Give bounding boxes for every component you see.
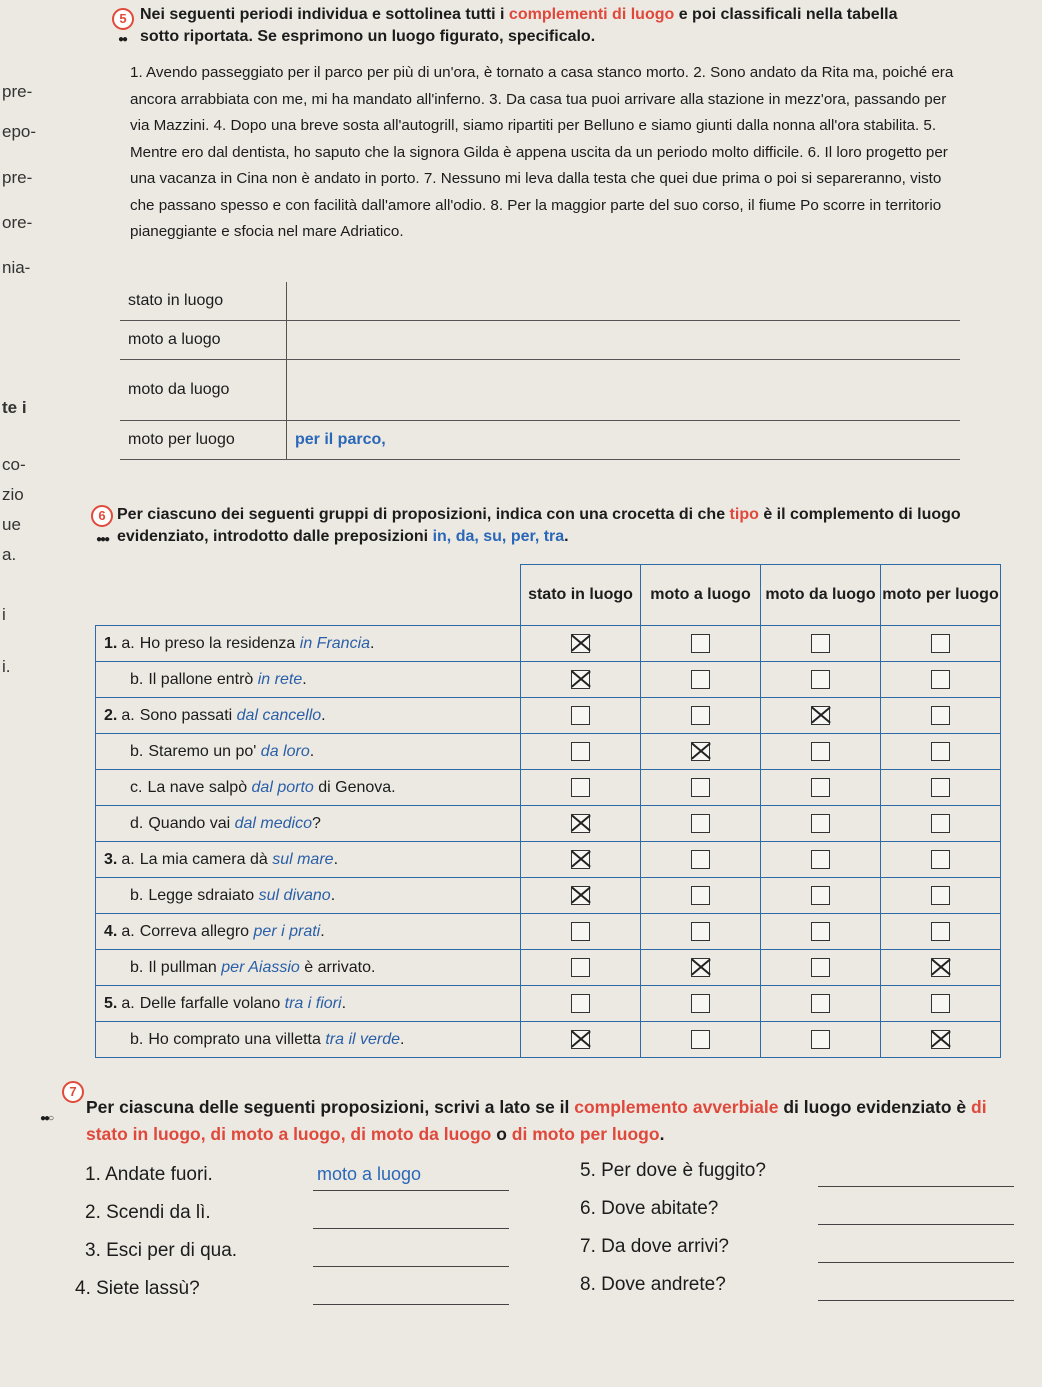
checkbox[interactable] [931,922,950,941]
sentence-cell: b. Ho comprato una villetta tra il verde. [96,1022,521,1058]
checkbox[interactable] [571,1030,590,1049]
checkbox[interactable] [691,886,710,905]
sentence-cell: b. Staremo un po' da loro. [96,734,521,770]
checkbox[interactable] [811,814,830,833]
checkbox-cell [761,950,881,986]
highlighted-complement: dal porto [251,778,314,796]
highlighted-complement: tra i fiori [284,994,342,1012]
checkbox[interactable] [691,922,710,941]
table-row [120,421,960,460]
column-header: moto a luogo [641,565,761,626]
checkbox-cell [641,626,761,662]
answer-line[interactable]: moto a luogo [313,1164,509,1191]
checkbox-cell [641,914,761,950]
checkbox-cell [521,914,641,950]
highlighted-complement: da loro [260,742,310,760]
table-row [96,698,1001,734]
exercise-6-grid [95,564,1001,1058]
highlighted-complement: dal cancello [236,706,322,724]
checkbox-cell [761,662,881,698]
checkbox-cell [521,662,641,698]
checkbox[interactable] [811,1030,830,1049]
checkbox-cell [641,878,761,914]
checkbox[interactable] [571,850,590,869]
checkbox-cell [761,806,881,842]
checkbox[interactable] [931,778,950,797]
checkbox[interactable] [931,1030,950,1049]
checkbox[interactable] [571,742,590,761]
checkbox-cell [881,842,1001,878]
checkbox[interactable] [811,886,830,905]
margin-fragment: pre- [2,168,33,187]
checkbox-cell [521,1022,641,1058]
exercise-6-number: 6 [91,505,113,527]
checkbox[interactable] [931,706,950,725]
answer-line[interactable] [818,1274,1014,1301]
margin-fragment: te i [2,398,27,417]
exercise-5-table [120,282,960,460]
highlighted-complement: per Aiassio [221,958,300,976]
table-row [96,914,1001,950]
checkbox[interactable] [691,778,710,797]
checkbox[interactable] [811,994,830,1013]
table-row [96,626,1001,662]
answer-line[interactable] [818,1236,1014,1263]
sentence-cell: d. Quando vai dal medico? [96,806,521,842]
highlighted-complement: in Francia [299,634,371,652]
checkbox[interactable] [931,886,950,905]
exercise-5-instruction: Nei seguenti periodi individua e sottolinea tutti i complementi di luogo e poi classificali nella tabella sotto riportata. Se esprimono un luogo figurato, specificalo. [140,6,898,45]
margin-fragment: ore- [2,213,33,232]
row-label: stato in luogo [120,282,287,321]
checkbox[interactable] [811,778,830,797]
table-row [96,662,1001,698]
answer-line[interactable] [818,1160,1014,1187]
sentence-cell: c. La nave salpò dal porto di Genova. [96,770,521,806]
margin-fragment: i. [2,657,11,676]
sentence-cell: b. Il pullman per Aiassio è arrivato. [96,950,521,986]
table-row [120,282,960,321]
checkbox[interactable] [571,706,590,725]
table-row [96,878,1001,914]
answer-line[interactable] [818,1198,1014,1225]
checkbox-cell [761,626,881,662]
answer-line[interactable] [313,1240,509,1267]
checkbox[interactable] [811,706,830,725]
table-row [120,321,960,360]
grid-header-row [96,565,1001,626]
answer-line[interactable] [313,1202,509,1229]
column-header: stato in luogo [521,565,641,626]
margin-fragment: epo- [2,122,37,141]
margin-fragment: pre- [2,82,33,101]
checkbox[interactable] [931,634,950,653]
checkbox-cell [641,806,761,842]
sentence-cell: 2. a. Sono passati dal cancello. [96,698,521,734]
difficulty-dots-icon: ●●○ [40,1113,53,1124]
checkbox[interactable] [691,634,710,653]
highlighted-complement: dal medico [234,814,312,832]
checkbox[interactable] [691,670,710,689]
highlighted-complement: sul divano [258,886,331,904]
sentence-cell: 1. a. Ho preso la residenza in Francia. [96,626,521,662]
table-row [96,770,1001,806]
checkbox[interactable] [691,814,710,833]
checkbox[interactable] [691,994,710,1013]
checkbox[interactable] [571,670,590,689]
row-label: moto per luogo [120,421,287,460]
checkbox-cell [881,770,1001,806]
checkbox-cell [521,770,641,806]
table-row [96,734,1001,770]
checkbox[interactable] [931,814,950,833]
checkbox[interactable] [811,850,830,869]
checkbox[interactable] [931,994,950,1013]
checkbox[interactable] [571,634,590,653]
textbook-page: pre- epo- pre- ore- nia- te i co- zio ue a. i i. 5 ●● Nei seguenti periodi individua e sottolinea tutti i complementi di luogo e poi classificali nella tabella sotto riportata. Se esprimono un luogo figurato, specificalo. 1. Avendo passeggiato per il parco per più di un'ora, è tornato a casa stanco morto. 2. Sono andato da Rita ma, poiché era ancora arrabbiata con me, mi ha mandato all'inferno. 3. Da casa tua puoi arrivare alla stazione in mezz'ora, passando per via Mazzini. 4. Dopo una breve sosta all'autogrill, siamo ripartiti per Belluno e siamo giunti dalla nonna all'ora stabilita. 5. Mentre ero dal dentista, ho saputo che la signora Gilda è appena uscita da un periodo molto difficile. 6. Il loro progetto per una vacanza in Cina non è andato in porto. 7. Nessuno mi leva dalla testa che quei due prima o poi si separeranno, visto che passano spesso e con facilità dall'amore all'odio. 8. Per la maggior parte del suo corso, il fiume Po scorre in territorio pianeggiante e sfocia nel mare Adriatico. stato in luogo moto a luogo moto da luogo moto per luogo per il parco, 6 ●●● Per ciascuno dei seguenti gruppi di proposizioni, indica con una crocetta di che tipo è il complemento di luogo evidenziato, introdotto dalle preposizioni in, da, su, per, tra. stato in luogo moto a luogo moto da luogo moto per luogo 1. a. Ho preso la residenza in Francia. b. Il pallone entrò in rete. 2. a. Sono passati dal cancello. b. Staremo un po' da loro. c. La nave salpò dal porto di Genova. d. Quando vai dal medico? 3. a. La mia camera dà sul mare. b. Legge sdraiato sul divano. 4. a. Correva allegro per i prati. b. Il pullman per Aiassio è arrivato. 5. a. Delle farfalle volano tra i fiori. b. Ho comprato una villetta tra il verde. 7 ●●○ Per ciascuna delle seguenti proposizioni, scrivi a lato se il complemento avverbiale di luogo evidenziato è di stato in luogo, di moto a luogo, di moto da luogo o di moto per luogo. 1. Andate fuori. moto a luogo 2. Scendi da lì. 3. Esci per di qua. 4. Siete lassù? 5. Per dove è fuggito? 6. Dove abitate? 7. Da dove arrivi? 8. Dove andrete? [0,0,1042,1387]
checkbox-cell [521,806,641,842]
checkbox-cell [641,770,761,806]
row-label: moto da luogo [120,360,287,421]
checkbox-cell [881,950,1001,986]
checkbox[interactable] [811,634,830,653]
checkbox-cell [641,1022,761,1058]
checkbox-cell [521,698,641,734]
checkbox[interactable] [691,742,710,761]
table-row [120,360,960,421]
sentence-cell: 4. a. Correva allegro per i prati. [96,914,521,950]
sentence-cell: b. Il pallone entrò in rete. [96,662,521,698]
checkbox[interactable] [931,850,950,869]
checkbox-cell [881,806,1001,842]
checkbox-cell [881,914,1001,950]
margin-fragment: zio [2,485,24,504]
margin-fragment: co- [2,455,26,474]
exercise-7-instruction: Per ciascuna delle seguenti proposizioni, scrivi a lato se il complemento avverbiale di luogo evidenziato è di stato in luogo, di moto a luogo, di moto da luogo o di moto per luogo. [86,1097,987,1144]
highlighted-complement: per i prati [253,922,321,940]
checkbox[interactable] [931,742,950,761]
checkbox-cell [761,986,881,1022]
checkbox-cell [881,878,1001,914]
checkbox-cell [521,878,641,914]
checkbox-cell [641,986,761,1022]
checkbox-cell [761,734,881,770]
checkbox[interactable] [811,670,830,689]
checkbox-cell [641,698,761,734]
margin-fragment: i [2,605,6,624]
checkbox-cell [881,734,1001,770]
checkbox-cell [881,1022,1001,1058]
highlighted-complement: sul mare [272,850,334,868]
checkbox[interactable] [691,1030,710,1049]
answer-field[interactable]: per il parco, [287,421,961,460]
checkbox[interactable] [811,922,830,941]
checkbox-cell [521,734,641,770]
checkbox-cell [761,842,881,878]
table-row [96,986,1001,1022]
checkbox-cell [641,734,761,770]
table-row [96,842,1001,878]
checkbox[interactable] [931,958,950,977]
answer-field[interactable] [287,321,961,360]
checkbox[interactable] [691,958,710,977]
checkbox-cell [521,842,641,878]
checkbox-cell [521,626,641,662]
checkbox[interactable] [571,778,590,797]
sentence-cell: 5. a. Delle farfalle volano tra i fiori. [96,986,521,1022]
checkbox-cell [881,626,1001,662]
checkbox[interactable] [691,850,710,869]
checkbox[interactable] [811,958,830,977]
checkbox-cell [761,878,881,914]
checkbox-cell [761,770,881,806]
answer-field[interactable] [287,360,961,421]
highlighted-complement: in rete [257,670,303,688]
margin-fragment: nia- [2,258,31,277]
checkbox-cell [641,662,761,698]
difficulty-dots-icon: ●●● [96,534,109,545]
checkbox[interactable] [571,922,590,941]
checkbox-cell [881,698,1001,734]
checkbox[interactable] [931,670,950,689]
margin-fragment: ue [2,515,21,534]
table-row [96,950,1001,986]
checkbox-cell [881,986,1001,1022]
column-header: moto da luogo [761,565,881,626]
checkbox-cell [881,662,1001,698]
answer-line[interactable] [313,1278,509,1305]
checkbox[interactable] [571,994,590,1013]
exercise-5-passage: 1. Avendo passeggiato per il parco per più di un'ora, è tornato a casa stanco morto. 2. Sono andato da Rita ma, poiché era ancora arrabbiata con me, mi ha mandato all'inferno. 3. Da casa tua puoi arrivare alla stazione in mezz'ora, passando per via Mazzini. 4. Dopo una breve sosta all'autogrill, siamo ripartiti per Belluno e siamo giunti dalla nonna all'ora stabilita. 5. Mentre ero dal dentista, ho saputo che la signora Gilda è appena uscita da un periodo molto difficile. 6. Il loro progetto per una vacanza in Cina non è andato in porto. 7. Nessuno mi leva dalla testa che quei due prima o poi si separeranno, visto che passano spesso e con facilità dall'amore all'odio. 8. Per la maggior parte del suo corso, il fiume Po scorre in territorio pianeggiante e sfocia nel mare Adriatico. [130,64,954,240]
table-row [96,806,1001,842]
checkbox-cell [641,950,761,986]
difficulty-dots-icon: ●● [118,34,127,45]
highlighted-complement: tra il verde [325,1030,401,1048]
sentence-cell: 3. a. La mia camera dà sul mare. [96,842,521,878]
answer-field[interactable] [287,282,961,321]
column-header: moto per luogo [881,565,1001,626]
exercise-7-number: 7 [62,1081,84,1103]
checkbox-cell [521,986,641,1022]
checkbox[interactable] [571,886,590,905]
checkbox[interactable] [571,814,590,833]
checkbox-cell [761,914,881,950]
checkbox-cell [761,1022,881,1058]
checkbox[interactable] [811,742,830,761]
table-row [96,1022,1001,1058]
checkbox-cell [641,842,761,878]
margin-fragment: a. [2,545,17,564]
checkbox-cell [521,950,641,986]
exercise-5-number: 5 [112,8,134,30]
checkbox[interactable] [571,958,590,977]
checkbox[interactable] [691,706,710,725]
checkbox-cell [761,698,881,734]
sentence-cell: b. Legge sdraiato sul divano. [96,878,521,914]
exercise-6-instruction: Per ciascuno dei seguenti gruppi di proposizioni, indica con una crocetta di che tipo è il complemento di luogo evidenziato, introdotto dalle preposizioni in, da, su, per, tra. [117,506,961,545]
row-label: moto a luogo [120,321,287,360]
